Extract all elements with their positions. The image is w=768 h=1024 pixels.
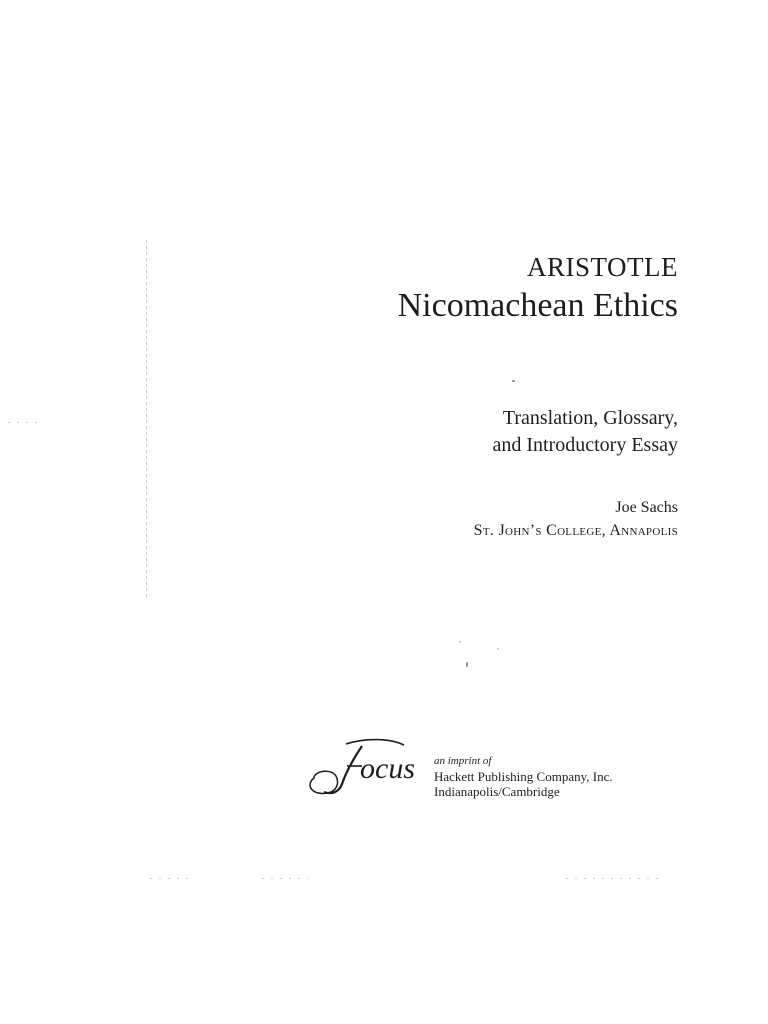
translator-name: Joe Sachs xyxy=(615,499,678,516)
scan-speck xyxy=(497,648,499,650)
scan-speck xyxy=(459,641,461,643)
book-title: Nicomachean Ethics xyxy=(397,287,678,324)
focus-logo xyxy=(306,736,432,800)
scan-dust xyxy=(8,422,44,423)
scan-dust xyxy=(566,878,660,879)
author-name: ARISTOTLE xyxy=(527,252,678,282)
imprint-label: an imprint of xyxy=(434,755,492,767)
scan-dust xyxy=(262,878,308,879)
svg-text:ocus: ocus xyxy=(360,752,415,785)
publisher-block xyxy=(434,754,613,799)
scan-speck xyxy=(466,662,468,667)
publisher-name: Hackett Publishing Company, Inc. xyxy=(434,769,613,784)
translator-affiliation: St. John’s College, Annapolis xyxy=(473,522,678,539)
scan-binding-edge xyxy=(146,240,147,600)
scan-speck xyxy=(512,380,515,382)
subtitle-line-1: Translation, Glossary, xyxy=(502,407,678,429)
scan-dust xyxy=(150,878,190,879)
publisher-location: Indianapolis/Cambridge xyxy=(434,784,560,799)
subtitle-line-2: and Introductory Essay xyxy=(492,434,678,456)
